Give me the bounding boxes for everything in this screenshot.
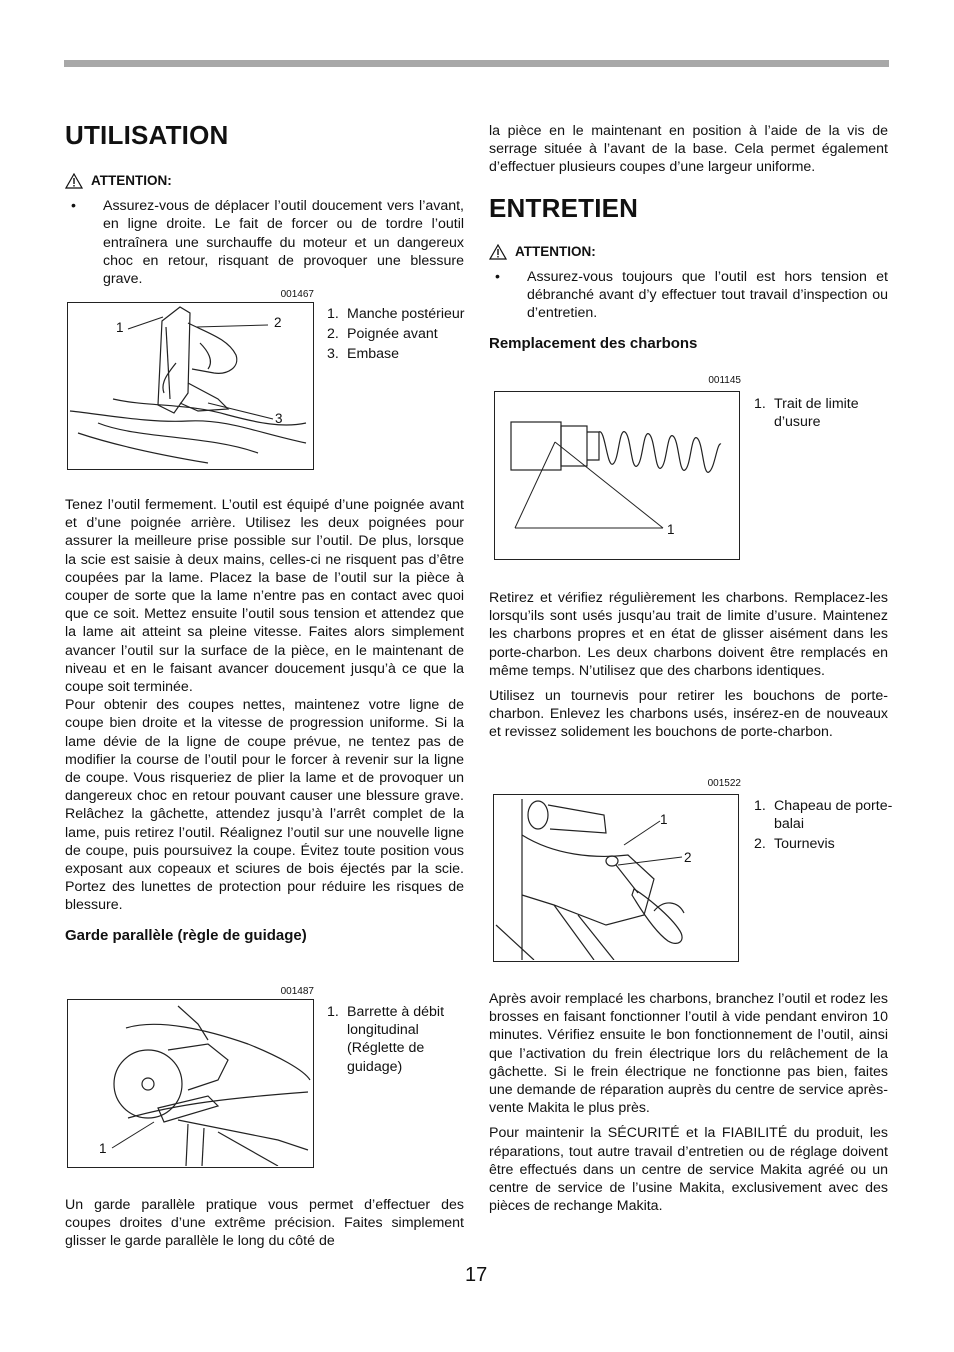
paragraph-replace-brushes: Utilisez un tournevis pour retirer les bouchons de porte-charbon. Enlevez les charbons usés, insérez-en de nouveaux et revissez solidement les bouchons de porte-charbon. (489, 688, 888, 741)
legend-item: 1. Barrette à débit longitudinal (Réglette de guidage) (327, 1004, 445, 1075)
legend-item: 2. Tournevis (754, 836, 835, 853)
figure-3-legend (754, 395, 894, 431)
warning-triangle-icon (489, 244, 507, 260)
attention-bullet (489, 268, 888, 323)
page-number: 17 (465, 1264, 488, 1286)
figure-code-001522: 001522 (707, 778, 741, 789)
bullet-dot: • (495, 268, 500, 285)
attention-bullet-text: Assurez-vous toujours que l’outil est hors tension et débranché avant d’y effectuer tout travail d’inspection ou d’entretien. (527, 268, 888, 322)
figure-code-001467: 001467 (280, 289, 314, 300)
right-top-block (489, 122, 888, 353)
brush-cap-illustration (494, 795, 737, 960)
paragraph-run-in-brushes: Après avoir remplacé les charbons, branchez l’outil et rodez les brosses en faisant fonctionner l’outil à vide pendant environ 10 minutes. Vérifiez ensuite le bon fonctionnement de l’outil, ainsi que l’activation du frein électrique lors du relâchement de la gâchette. Si le frein électrique ne fonctionne pas bien, faites une demande de réparation auprès du centre de service après-vente Makita le plus près. (489, 991, 888, 1117)
subsection-title-rip-fence: Garde parallèle (règle de guidage) (65, 926, 307, 944)
left-bottom-block (65, 1196, 464, 1251)
left-top-block (65, 120, 464, 288)
right-middle-block (489, 589, 888, 742)
figure-1-legend (327, 305, 467, 364)
paragraph-safety-reliability: Pour maintenir la SÉCURITÉ et la FIABILITÉ du produit, les réparations, tout autre travail d’entretien ou de réglage doivent être effectués dans un centre de service Makita agréé ou un centre de service de l’usine Makita, exclusivement avec des pièces de rechange Makita. (489, 1125, 888, 1215)
subsection-title-carbon-brushes: Remplacement des charbons (489, 335, 698, 353)
right-bottom-block (489, 990, 888, 1215)
callout-1: 1 (660, 812, 668, 827)
legend-item: 2. Poignée avant (327, 326, 438, 343)
left-body-block (65, 496, 464, 945)
attention-bullet (65, 197, 464, 288)
legend-item: 3. Embase (327, 346, 400, 363)
section-title-entretien: ENTRETIEN (489, 192, 639, 223)
bullet-dot: • (71, 198, 76, 215)
paragraph-clean-cuts: Pour obtenir des coupes nettes, maintenez votre ligne de coupe bien droite et la vitesse de progression uniforme. Si la lame dévie de la ligne de coupe prévue, ne tentez pas de modifier la course de l’outil pour le forcer à revenir sur la ligne de coupe. Vous risqueriez de plier la lame et de provoquer un dangereux choc en retour pouvant causer une blessure grave. Relâchez la gâchette, attendez jusqu’à l’arrêt complet de la lame, puis retirez l’outil. Réalignez l’outil sur une nouvelle ligne de coupe, puis poursuivez la coupe. Évitez toute position vous exposant aux copeaux et sciures de bois éjectés par la scie. Portez des lunettes de protection pour réduire les risques de blessure. (65, 697, 464, 914)
carbon-brush-illustration (495, 392, 738, 558)
figure-brush-cap-screwdriver (493, 794, 739, 962)
paragraph-inspect-brushes: Retirez et vérifiez régulièrement les charbons. Remplacez-les lorsqu’ils sont usés jusqu’au trait de limite d’usure. Maintenez les charbons propres et en état de glisser aisément dans les porte-charbon. Les deux charbons doivent être remplacés en même temps. N’utilisez que des charbons identiques. (489, 590, 888, 679)
attention-label: ATTENTION: (515, 243, 596, 259)
figure-4-legend (754, 797, 894, 854)
attention-label: ATTENTION: (91, 173, 172, 188)
callout-2: 2 (274, 315, 282, 330)
figure-code-001487: 001487 (280, 986, 314, 997)
figure-rip-fence (67, 999, 314, 1168)
attention-heading (65, 172, 464, 190)
callout-3: 3 (275, 411, 283, 426)
warning-triangle-icon (65, 173, 83, 189)
paragraph-rip-fence-continued: la pièce en le maintenant en position à l’aide de la vis de serrage située à l’avant de la base. Cela permet également d’effectuer plusieurs coupes d’une largeur uniforme. (489, 123, 888, 176)
section-title-utilisation: UTILISATION (65, 120, 229, 150)
attention-heading (489, 243, 888, 261)
callout-1: 1 (99, 1141, 107, 1156)
callout-1: 1 (667, 522, 675, 537)
paragraph-hold-tool: Tenez l’outil fermement. L’outil est équipé d’une poignée avant et d’une poignée arrière. Utilisez les deux poignées pour assurer la meilleure prise possible sur l’outil. De plus, lorsque la scie est saisie à deux mains, celles-ci ne risquent pas d’être coupées par la lame. Placez la base de l’outil sur la pièce à couper de sorte que la lame n’entre pas en contact avec quoi que ce soit. Mettez ensuite l’outil sous tension et attendez que la lame ait atteint sa pleine vitesse. Faites alors simplement avancer l’outil sur la surface de la pièce, en le maintenant de niveau et en le faisant avancer doucement jusqu’à ce que la coupe soit terminée. (65, 497, 464, 696)
header-rule (64, 60, 889, 67)
legend-item: 1. Manche postérieur (327, 306, 465, 322)
legend-item: 1. Chapeau de porte-balai (754, 798, 893, 833)
figure-carbon-brush (494, 391, 740, 560)
figure-circular-saw-handles (67, 302, 314, 470)
callout-1: 1 (116, 320, 124, 335)
paragraph-rip-fence: Un garde parallèle pratique vous permet d’effectuer des coupes droites d’une extrême précision. Faites simplement glisser le garde parallèle le long du côté de (65, 1197, 464, 1250)
attention-bullet-text: Assurez-vous de déplacer l’outil doucement vers l’avant, en ligne droite. Le fait de forcer ou de tordre l’outil entraînera une surchauffe du moteur et un dangereux choc en retour, risquant de provoquer une blessure grave. (103, 198, 464, 288)
callout-2: 2 (684, 850, 692, 865)
figure-code-001145: 001145 (708, 375, 741, 386)
legend-item: 1. Trait de limite d’usure (754, 396, 859, 431)
figure-2-legend (327, 1003, 467, 1076)
